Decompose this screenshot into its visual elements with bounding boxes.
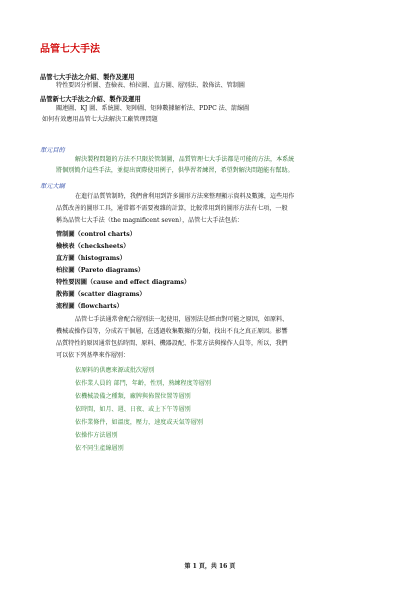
toc-line-1: 特性要因分析圖、查檢表、柏拉圖、直方圖、層別法、散佈法、管制圖 bbox=[56, 82, 245, 89]
tool-item: 流程圖（flowcharts） bbox=[56, 303, 123, 310]
stratification-line: 可以依下列基準來作層別： bbox=[56, 352, 130, 359]
purpose-line: 解決製程問題的方法不只限於管制圖，品質管理七大手法都是可能的方法，本系統 bbox=[75, 156, 295, 163]
tool-item: 直方圖（histograms） bbox=[56, 255, 126, 262]
page-number: 第 1 頁，共 16 頁 bbox=[184, 563, 236, 570]
stratification-item: 依操作方法層別 bbox=[75, 432, 118, 439]
tool-item: 特性要因圖（cause and effect diagrams） bbox=[56, 279, 191, 286]
page-title: 品管七大手法 bbox=[40, 44, 100, 55]
outline-intro-line: 稱為品管七大手法（the magnificent seven），品管七大手法包括： bbox=[56, 217, 244, 224]
stratification-item: 依原料的供應來源或批次層別 bbox=[75, 367, 155, 374]
purpose-line: 將個別簡介這些手法，並提出實際使用例子，供學習者練習，希望對解決問題能有幫助。 bbox=[56, 167, 294, 174]
toc-line-2: 關連圖、KJ 圖、系統圖、矩陣圖、矩陣數據解析法、PDPC 法、箭線圖 bbox=[56, 105, 250, 112]
stratification-item: 依時間，如月、週、日夜、或上下午等層別 bbox=[75, 406, 191, 413]
stratification-item: 依作業人員的 部門，年齡，性別，熟練程度等層別 bbox=[75, 380, 211, 387]
tool-item: 檢核表（checksheets） bbox=[56, 243, 130, 250]
stratification-item: 依不同生產線層別 bbox=[75, 445, 124, 452]
purpose-heading: 單元目的 bbox=[40, 147, 65, 154]
stratification-line: 機械或操作員等，分成若干個層，在透過收集數據的分類，找出不良之真正原因。影響 bbox=[56, 328, 288, 335]
tool-item: 管制圖（control charts） bbox=[56, 231, 136, 238]
stratification-item: 依機械設備之種類，廠牌與佈置位置等層別 bbox=[75, 393, 191, 400]
toc-heading-1: 品管七大手法之介紹、製作及運用 bbox=[40, 74, 135, 81]
stratification-line: 品質特性的原因通常包括時間、原料、機器設配、作業方法與操作人員等，所以，我們 bbox=[56, 340, 288, 347]
tool-item: 散佈圖（scatter diagrams） bbox=[56, 291, 146, 298]
stratification-line: 品管七手法通常會配合層別法一起使用，層別法是經由對可能之原因，如原料、 bbox=[75, 316, 289, 323]
outline-intro-line: 品質改善的圖形工具，通常都不需要複雜的計算，比較常用到的圖形方法有七項，一般 bbox=[56, 205, 288, 212]
toc-heading-2: 品管新七大手法之介紹、製作及運用 bbox=[40, 96, 141, 103]
outline-intro-line: 在進行品質管制時，我們會利用到許多圖形方法來整理顯示資料及數據，這些用作 bbox=[75, 193, 295, 200]
stratification-item: 依作業條件，如溫度，壓力，速度或天氣等層別 bbox=[75, 419, 203, 426]
tool-item: 柏拉圖（Pareto diagrams） bbox=[56, 267, 145, 274]
outline-heading: 單元大綱 bbox=[40, 183, 65, 190]
toc-line-3: 如何有效應用品管七大法解決工廠管理問題 bbox=[42, 116, 158, 123]
